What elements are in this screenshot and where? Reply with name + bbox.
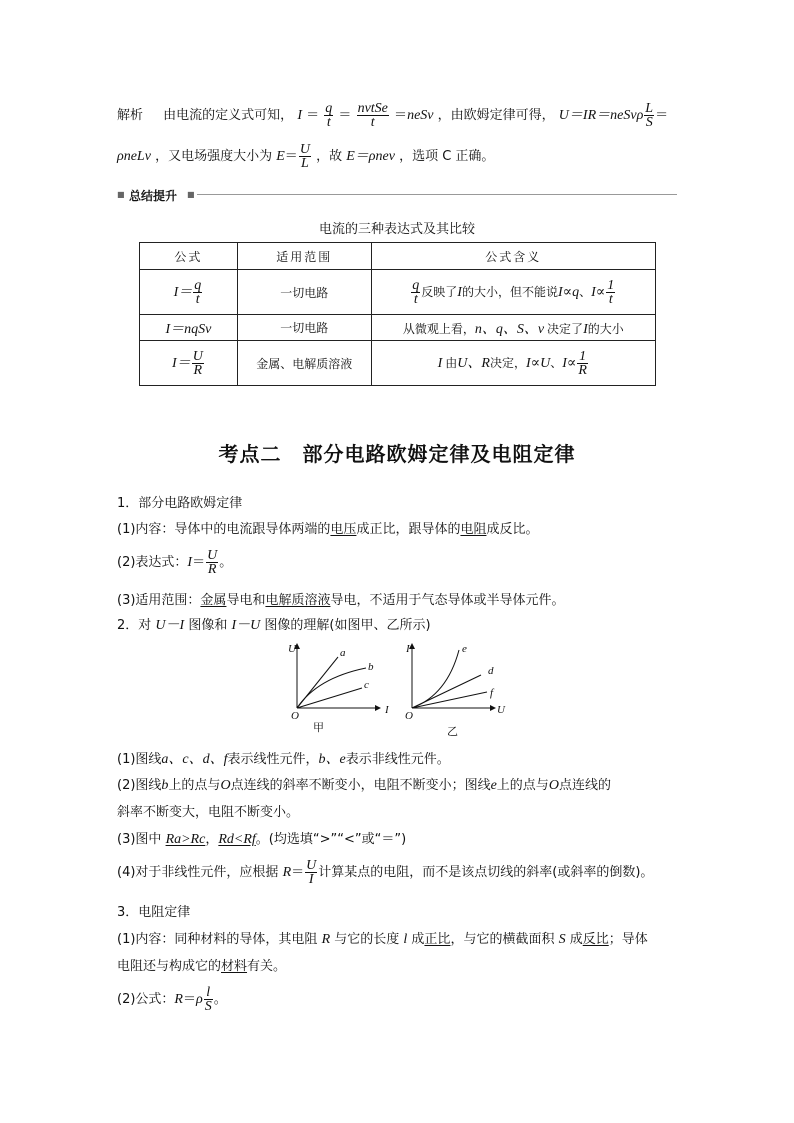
meaning-expr: I∝ — [562, 355, 577, 371]
formula-lhs: I＝ — [173, 284, 193, 300]
frac-num: q — [325, 101, 333, 116]
expr-rhonelv: ρneLv — [117, 149, 151, 164]
blank-answer: 正比 — [424, 932, 451, 947]
meaning-cell — [371, 341, 655, 386]
figure-iu-graph — [397, 640, 509, 738]
fraction-l-s — [204, 986, 213, 1013]
body-text: ；导体 — [608, 932, 648, 947]
curve-label-d: d — [488, 665, 494, 677]
curve-label-a: a — [340, 647, 346, 659]
body-text: 导电和 — [226, 593, 266, 608]
analysis-text: ，选项 C 正确。 — [399, 149, 495, 164]
comparison-table — [139, 242, 656, 386]
blank-answer: Rd<Rf — [218, 832, 256, 847]
meaning-cell — [371, 315, 655, 341]
math-expr: O — [548, 778, 559, 793]
frac-den: S — [645, 115, 653, 130]
body-text: 点连线的斜率不断变小，电阻不断变小；图线 — [230, 778, 491, 793]
table-row — [140, 270, 656, 315]
var-i: I — [457, 284, 462, 300]
frac-den: S — [204, 999, 212, 1014]
meaning-cell — [371, 270, 655, 315]
body-text: (4)对于非线性元件，应根据 — [117, 865, 283, 880]
s2-point-4 — [117, 855, 653, 891]
expr-e-rhonev: E＝ρnev — [346, 149, 395, 164]
frac-den: L — [300, 156, 309, 171]
curve-label-c: c — [364, 679, 369, 691]
meaning-text: 决定， — [489, 355, 526, 370]
frac-den: R — [578, 362, 587, 378]
body-text: 表示线性元件， — [227, 752, 319, 767]
s3-heading: 3．电阻定律 — [117, 905, 191, 920]
origin-label: O — [291, 710, 299, 722]
s2-point-3 — [117, 828, 406, 848]
origin-label: O — [405, 710, 413, 722]
analysis-text: ，由欧姆定律可得， — [437, 108, 555, 123]
body-text: 导电，不适用于气态导体或半导体元件。 — [330, 593, 565, 608]
var-r: R — [282, 865, 292, 880]
curve-b — [297, 668, 366, 708]
square-marker-icon: ■ — [117, 190, 125, 199]
formula-lhs: I＝ — [172, 355, 191, 371]
header-cell: 适用范围 — [237, 243, 371, 270]
var-i: I — [583, 321, 588, 337]
math-expr: U－I — [155, 618, 185, 633]
frac-num: nvtSe — [357, 101, 388, 116]
var-e: E — [276, 149, 285, 164]
line-c — [297, 688, 362, 708]
equals-sign: ＝ — [182, 992, 196, 1007]
table-row — [140, 315, 656, 341]
meaning-expr: I∝q — [557, 284, 580, 300]
body-text: (2)表达式： — [117, 555, 188, 570]
header-cell: 公式 — [140, 243, 238, 270]
body-text: (3)图中 — [117, 832, 166, 847]
body-text: 表示非线性元件。 — [345, 752, 450, 767]
table-caption: 电流的三种表达式及其比较 — [318, 222, 475, 237]
equals-sign: ＝ — [338, 108, 352, 123]
body-text: (2)公式： — [117, 992, 175, 1007]
frac-num: q — [412, 277, 420, 293]
rho-symbol: ρ — [636, 108, 644, 123]
s1-content — [117, 518, 538, 537]
body-text: 上的点与 — [168, 778, 221, 793]
s1-heading: 1．部分电路欧姆定律 — [117, 496, 243, 511]
analysis-line-1 — [117, 96, 668, 136]
formula-cell — [140, 270, 238, 315]
body-text: ， — [205, 832, 219, 847]
blank-answer: 金属 — [200, 593, 227, 608]
body-text: 成 — [565, 932, 583, 947]
var-r: R — [321, 932, 331, 947]
body-text: (1)内容：同种材料的导体，其电阻 — [117, 932, 322, 947]
analysis-text: ，故 — [316, 149, 343, 164]
s1-expression — [117, 545, 232, 581]
equals-sign: ＝ — [192, 555, 206, 570]
meaning-expr: I∝U — [525, 355, 551, 371]
body-text: (1)图线 — [117, 752, 162, 767]
meaning-text: 由 — [445, 355, 458, 370]
analysis-line-2 — [117, 137, 494, 177]
fraction-q-t — [193, 279, 202, 306]
var-i: I — [437, 355, 443, 371]
scope-cell: 一切电路 — [237, 270, 371, 315]
blank-answer: 电阻 — [460, 522, 487, 537]
body-text: (1)内容：导体中的电流跟导体两端的 — [117, 522, 331, 537]
blank-answer: 电解质溶液 — [265, 593, 331, 608]
fraction-u-r — [192, 350, 204, 377]
body-text: (2)图线 — [117, 778, 162, 793]
meaning-text: 的大小 — [587, 321, 624, 336]
math-expr: b、e — [318, 752, 346, 767]
analysis-text: 由电流的定义式可知， — [163, 108, 294, 123]
summary-label: 总结提升 — [129, 189, 178, 203]
curve-label-e: e — [462, 643, 467, 655]
body-text: 。 — [219, 555, 233, 570]
table-row — [140, 341, 656, 386]
body-text: 。 — [213, 992, 227, 1007]
header-cell: 公式含义 — [371, 243, 655, 270]
body-text: 图像的理解(如图甲、乙所示) — [260, 618, 431, 633]
math-expr: a、c、d、f — [161, 752, 228, 767]
frac-num: U — [299, 142, 310, 157]
frac-num: L — [645, 101, 654, 116]
math-expr: b — [161, 778, 169, 793]
s3-content-cont — [117, 955, 286, 974]
math-expr: e — [490, 778, 497, 793]
s3-content — [117, 928, 648, 948]
meaning-text: 、 — [550, 355, 563, 370]
body-text: 成 — [407, 932, 425, 947]
frac-num: U — [192, 348, 203, 364]
s2-point-1 — [117, 748, 450, 768]
fraction-u-l — [299, 143, 311, 170]
meaning-text: 的大小，但不能说 — [461, 284, 558, 299]
figure-ui-graph — [282, 640, 394, 738]
frac-num: U — [306, 858, 317, 873]
blank-answer: 材料 — [221, 959, 248, 974]
s2-heading — [117, 614, 431, 634]
body-text: 2．对 — [117, 618, 156, 633]
body-text: 有关。 — [247, 959, 287, 974]
fraction-l-s — [644, 102, 654, 129]
figure-caption: 甲 — [313, 721, 324, 734]
frac-den: t — [413, 291, 418, 307]
expr-nesv: neSv — [407, 108, 434, 123]
summary-divider — [197, 194, 677, 195]
body-text: ，与它的横截面积 — [450, 932, 559, 947]
frac-num: l — [204, 986, 213, 1000]
axis-label-i: I — [385, 704, 389, 716]
frac-den: t — [326, 115, 331, 130]
summary-bar — [117, 186, 677, 204]
fraction-1-t — [606, 279, 615, 306]
table-header-row — [140, 243, 656, 270]
s3-formula — [117, 980, 227, 1020]
frac-den: I — [308, 872, 314, 887]
s2-point-2-cont: 斜率不断变大，电阻不断变小。 — [117, 805, 300, 820]
frac-den: t — [370, 115, 375, 130]
var-l: l — [403, 932, 408, 947]
math-expr: I－U — [231, 618, 261, 633]
s2-point-2 — [117, 774, 611, 794]
body-text: 计算某点的电阻，而不是该点切线的斜率(或斜率的倒数)。 — [318, 865, 654, 880]
equals-sign: ＝ — [655, 108, 669, 123]
frac-den: R — [193, 362, 203, 378]
body-text: 成正比，跟导体的 — [356, 522, 461, 537]
fraction-u-r — [206, 549, 218, 576]
body-text: 成反比。 — [486, 522, 539, 537]
frac-num: q — [194, 277, 202, 293]
curve-label-f: f — [490, 687, 494, 699]
fraction-q-t — [324, 102, 333, 129]
equals-sign: ＝ — [394, 108, 408, 123]
expr-u-ir: U＝IR＝neSv — [558, 108, 637, 123]
scope-cell: 一切电路 — [237, 315, 371, 341]
frac-num: 1 — [607, 277, 615, 293]
frac-den: t — [195, 291, 200, 307]
fraction-nvtse-t — [357, 102, 389, 129]
meaning-expr: I∝ — [591, 284, 606, 300]
scope-cell: 金属、电解质溶液 — [237, 341, 371, 386]
fraction-1-r — [577, 350, 588, 377]
rho-symbol: ρ — [196, 992, 203, 1007]
analysis-text: ，又电场强度大小为 — [155, 149, 273, 164]
fraction-u-i — [305, 859, 317, 886]
equals-sign: ＝ — [291, 865, 305, 880]
body-text: 上的点与 — [496, 778, 549, 793]
meaning-text: 、 — [579, 284, 592, 299]
math-expr: O — [220, 778, 231, 793]
equals-sign: ＝ — [284, 149, 298, 164]
frac-num: 1 — [579, 348, 587, 364]
frac-den: t — [608, 291, 613, 307]
body-text: 点连线的 — [558, 778, 611, 793]
body-text: 与它的长度 — [330, 932, 404, 947]
var-i: I — [187, 555, 193, 570]
axis-label-i: I — [406, 643, 410, 655]
section-title: 考点二 部分电路欧姆定律及电阻定律 — [218, 442, 576, 466]
blank-answer: 电压 — [330, 522, 357, 537]
formula-cell — [140, 315, 238, 341]
axis-label-u: U — [497, 704, 505, 716]
var-r: R — [174, 992, 183, 1007]
fraction-q-t — [411, 279, 420, 306]
var-i: I — [297, 108, 302, 123]
curve-label-b: b — [368, 661, 374, 673]
body-text: (3)适用范围： — [117, 593, 201, 608]
formula-cell — [140, 341, 238, 386]
blank-answer: Ra>Rc — [165, 832, 206, 847]
meaning-text: 从微观上看， — [402, 321, 475, 336]
analysis-label: 解析 — [117, 108, 144, 123]
meaning-text: 反映了 — [421, 284, 458, 299]
body-text: 图像和 — [184, 618, 232, 633]
s1-scope — [117, 589, 564, 608]
meaning-text: 决定了 — [547, 321, 584, 336]
frac-den: R — [207, 562, 217, 577]
figure-caption: 乙 — [447, 725, 458, 738]
square-marker-icon: ■ — [187, 190, 195, 199]
body-text: 。(均选填“>”“<”或“＝”) — [255, 832, 407, 847]
var-s: S — [558, 932, 566, 947]
formula-text: I＝nqSv — [165, 321, 212, 337]
blank-answer: 反比 — [582, 932, 609, 947]
frac-num: U — [207, 548, 218, 563]
body-text: 电阻还与构成它的 — [117, 959, 222, 974]
line-f — [412, 692, 487, 708]
meaning-expr: U、R — [457, 355, 490, 371]
axis-label-u: U — [288, 643, 296, 655]
equals-sign: ＝ — [306, 108, 320, 123]
meaning-expr: n、q、S、v — [474, 321, 545, 337]
